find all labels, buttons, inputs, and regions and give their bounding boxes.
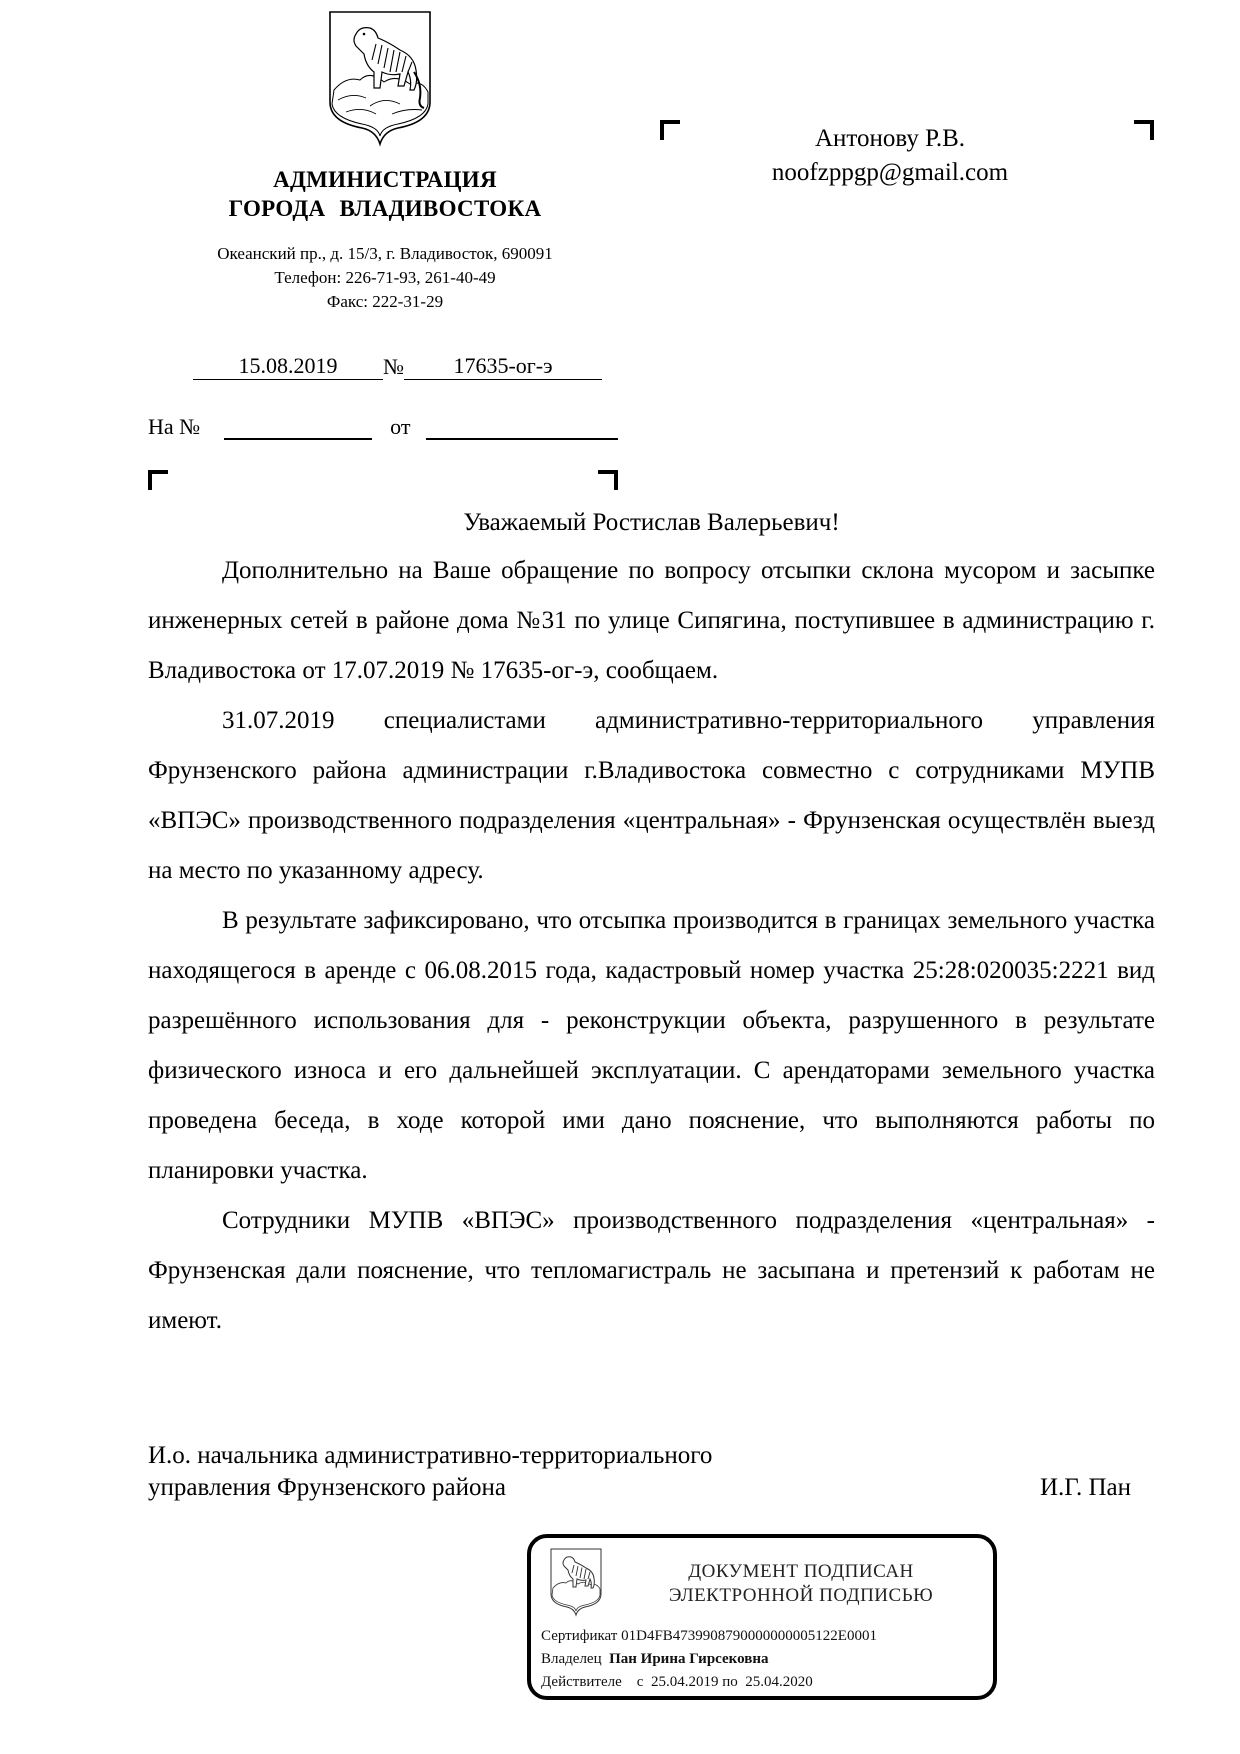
org-name-line2: ГОРОДА ВЛАДИВОСТОКА <box>228 196 542 221</box>
recipient-name: Антонову Р.В. <box>814 125 966 152</box>
corner-bracket-bottom-left <box>148 470 168 490</box>
corner-bracket-top-right <box>1134 120 1154 140</box>
signatory-position-line1: И.о. начальника административно-территориального <box>148 1442 713 1469</box>
signatory-position-line2: управления Фрунзенского района <box>148 1474 506 1501</box>
valid-to-date: 25.04.2020 <box>745 1674 813 1690</box>
reply-date-field <box>426 414 618 440</box>
valid-to-label: по <box>722 1674 738 1690</box>
stamp-owner-row <box>541 1649 768 1669</box>
body-paragraph: Дополнительно на Ваше обращение по вопросу отсыпки склона мусором и засыпке инженерных сетей в районе дома №31 по улице Сипягина, поступившее в администрацию г. Владивостока от 17.07.2019 № 17635-ог-э, сообщаем. <box>148 557 1155 684</box>
reply-number-label: На № <box>148 414 201 439</box>
reply-number-field <box>224 414 372 440</box>
valid-label: Действителе <box>541 1674 622 1690</box>
reply-from-label: от <box>390 414 411 439</box>
signatory-name: И.Г. Пан <box>1040 1474 1131 1501</box>
org-fax: Факс: 222-31-29 <box>326 292 444 311</box>
coat-of-arms-emblem <box>326 10 434 150</box>
corner-bracket-bottom-right <box>598 470 618 490</box>
stamp-validity-row <box>541 1672 813 1692</box>
stamp-title-line1: ДОКУМЕНТ ПОДПИСАН <box>688 1561 914 1582</box>
corner-bracket-top-left <box>660 120 680 140</box>
owner-name: Пан Ирина Гирсековна <box>609 1651 769 1667</box>
org-name-line1: АДМИНИСТРАЦИЯ <box>273 167 497 192</box>
org-address: Океанский пр., д. 15/3, г. Владивосток, 690091 <box>217 244 553 263</box>
registration-date: 15.08.2019 <box>193 353 383 380</box>
certificate-label: Сертификат <box>541 1628 618 1644</box>
stamp-coat-of-arms-icon <box>549 1548 603 1618</box>
certificate-number: 01D4FB4739908790000000005122E0001 <box>621 1628 877 1644</box>
stamp-certificate-row <box>541 1626 877 1646</box>
registration-number: 17635-ог-э <box>404 353 602 380</box>
registration-line <box>193 350 602 380</box>
valid-from-date: 25.04.2019 <box>650 1674 719 1690</box>
letter-body <box>148 546 1155 1346</box>
e-signature-stamp <box>527 1534 997 1700</box>
org-phone: Телефон: 226-71-93, 261-40-49 <box>274 268 496 287</box>
body-paragraph: В результате зафиксировано, что отсыпка производится в границах земельного участка находящегося в аренде с 06.08.2015 года, кадастровый номер участка 25:28:020035:2221 вид разрешённого использования для - реконструкции объекта, разрушенного в результате физического износа и его дальнейшей эксплуатации. С арендаторами земельного участка проведена беседа, в ходе которой ими дано пояснение, что выполняются работы по планировки участка. <box>148 907 1155 1184</box>
body-paragraph: Сотрудники МУПВ «ВПЭС» производственного подразделения «центральная» - Фрунзенская дали пояснение, что тепломагистраль не засыпана и претензий к работам не имеют. <box>148 1207 1155 1334</box>
registration-number-sign: № <box>383 354 404 379</box>
greeting: Уважаемый Ростислав Валерьевич! <box>463 509 840 536</box>
owner-label: Владелец <box>541 1651 602 1667</box>
recipient-email: noofzppgp@gmail.com <box>771 159 1009 186</box>
reply-to-line <box>148 410 618 440</box>
body-paragraph: 31.07.2019 специалистами административно-территориального управления Фрунзенского района администрации г.Владивостока совместно с сотрудниками МУПВ «ВПЭС» производственного подразделения «центральная» - Фрунзенская осуществлён выезд на место по указанному адресу. <box>148 707 1155 884</box>
valid-from-label: с <box>636 1674 644 1690</box>
stamp-title-line2: ЭЛЕКТРОННОЙ ПОДПИСЬЮ <box>668 1585 934 1606</box>
